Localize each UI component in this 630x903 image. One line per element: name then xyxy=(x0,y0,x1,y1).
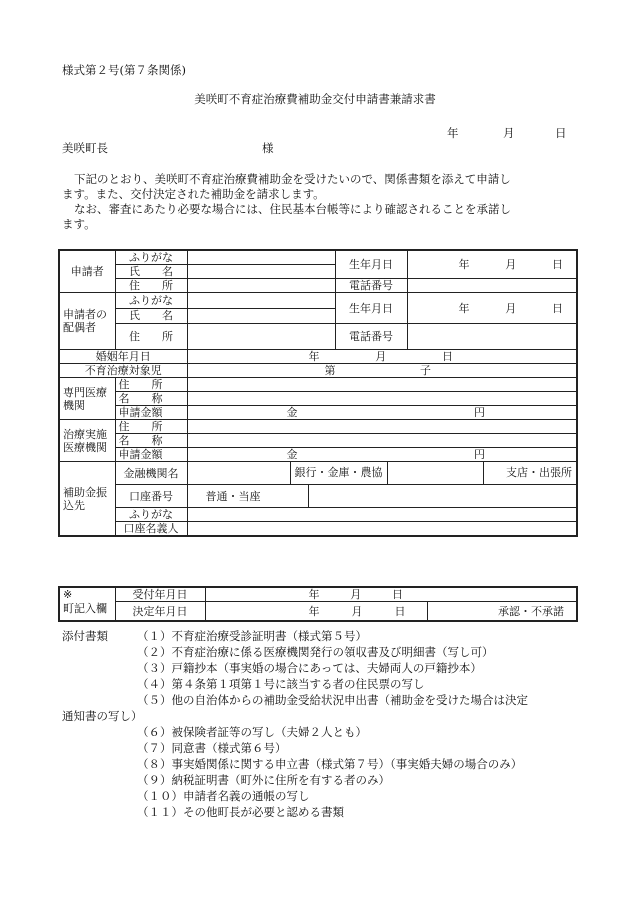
intro-paragraph xyxy=(62,172,582,232)
bank-types[interactable]: 銀行・金庫・農協 xyxy=(290,462,387,484)
approval-field: 承認・不承諾 xyxy=(427,602,577,622)
transfer-label: 補助金振込先 xyxy=(59,462,115,537)
holder-furigana-field[interactable] xyxy=(187,508,577,522)
attachment-item: （８）事実婚関係に関する申立書（様式第７号）（事実婚夫婦の場合のみ） xyxy=(137,757,523,771)
spouse-name-label: 氏 名 xyxy=(115,308,187,324)
m: 月 xyxy=(351,604,363,618)
applicant-name-label: 氏 名 xyxy=(115,265,187,279)
holder-name-field[interactable] xyxy=(187,522,577,537)
y: 年 xyxy=(308,588,320,601)
spouse-furigana-field[interactable] xyxy=(187,293,335,309)
decided-field xyxy=(205,602,427,622)
yen: 円 xyxy=(474,448,485,461)
specialist-address-field[interactable] xyxy=(187,378,577,392)
account-no-field[interactable] xyxy=(187,485,577,508)
holder-furigana-label: ふりがな xyxy=(115,508,187,522)
branch-types[interactable]: 支店・出張所 xyxy=(483,462,577,484)
applicant-furigana-field[interactable] xyxy=(187,250,335,265)
date-day: 日 xyxy=(555,126,567,140)
specialist-label: 専門医療機関 xyxy=(59,378,115,420)
d: 日 xyxy=(392,588,403,601)
attachment-item: （７）同意書（様式第６号） xyxy=(137,741,287,755)
attachment-item: （９）納税証明書（町外に住所を有する者のみ） xyxy=(137,773,390,787)
received-field xyxy=(205,587,577,602)
office-label: 町記入欄 xyxy=(63,602,107,615)
attachment-item: （１０）申請者名義の通帳の写し xyxy=(137,789,310,803)
specialist-address-label: 住 所 xyxy=(115,378,187,392)
marriage-label: 婚姻年月日 xyxy=(59,350,187,364)
y: 年 xyxy=(308,350,320,363)
spouse-birth-field[interactable] xyxy=(407,293,577,324)
spouse-name-field[interactable] xyxy=(187,308,335,324)
treatment-label: 治療実施医療機関 xyxy=(59,420,115,462)
m: 月 xyxy=(350,588,362,601)
attachment-item: （５）他の自治体からの補助金受給状況申出書（補助金を受けた場合は決定 xyxy=(137,693,528,707)
attachment-item: （１１）その他町長が必要と認める書類 xyxy=(137,805,344,819)
form-title: 美咲町不育症治療費補助金交付申請書兼請求書 xyxy=(194,92,436,106)
spouse-furigana-label: ふりがな xyxy=(115,293,187,309)
holder-name-label: 口座名義人 xyxy=(115,522,187,537)
attachments-heading: 添付書類 xyxy=(62,629,108,643)
applicant-address-field[interactable] xyxy=(187,279,335,293)
d: 日 xyxy=(552,258,563,271)
attachment-item: （２）不育症治療に係る医療機関発行の領収書及び明細書（写し可） xyxy=(137,645,494,659)
treatment-name-label: 名 称 xyxy=(115,434,187,448)
attachment-item: （６）被保険者証等の写し（夫婦２人とも） xyxy=(137,725,367,739)
child-field[interactable] xyxy=(187,364,577,378)
date-month: 月 xyxy=(503,126,515,140)
treatment-claim-label: 申請金額 xyxy=(115,448,187,462)
specialist-claim-field[interactable] xyxy=(187,406,577,420)
marriage-field[interactable] xyxy=(187,350,577,364)
form-number: 様式第２号(第７条関係) xyxy=(62,63,186,77)
intro-line-4: ます。 xyxy=(62,217,96,231)
bank-name-label: 金融機関名 xyxy=(115,462,187,485)
specialist-name-label: 名 称 xyxy=(115,392,187,406)
intro-line-1: 下記のとおり、美咲町不育症治療費補助金を受けたいので、関係書類を添えて申請し xyxy=(74,172,511,186)
specialist-claim-label: 申請金額 xyxy=(115,406,187,420)
applicant-birth-label: 生年月日 xyxy=(335,250,407,279)
kin: 金 xyxy=(286,448,298,461)
addressee-sama: 様 xyxy=(262,141,274,155)
treatment-name-field[interactable] xyxy=(187,434,577,448)
application-table xyxy=(58,249,578,537)
spouse-birth-label: 生年月日 xyxy=(335,293,407,324)
y: 年 xyxy=(458,301,470,315)
office-label-cell xyxy=(59,587,115,621)
d: 日 xyxy=(442,350,453,363)
applicant-phone-label: 電話番号 xyxy=(335,279,407,293)
date-year: 年 xyxy=(447,126,459,140)
decided-label: 決定年月日 xyxy=(115,602,205,622)
applicant-name-field[interactable] xyxy=(187,265,335,279)
m: 月 xyxy=(505,258,517,271)
m: 月 xyxy=(375,350,387,363)
applicant-phone-field[interactable] xyxy=(407,279,577,293)
received-label: 受付年月日 xyxy=(115,587,205,602)
spouse-label: 申請者の配偶者 xyxy=(59,293,115,350)
account-type[interactable]: 普通・当座 xyxy=(205,489,261,503)
treatment-claim-field[interactable] xyxy=(187,448,577,462)
office-mark: ※ xyxy=(63,588,73,601)
attachment-item: （３）戸籍抄本（事実婚の場合にあっては、夫婦両人の戸籍抄本） xyxy=(137,661,482,675)
child-dai: 第 xyxy=(324,364,336,377)
applicant-birth-field[interactable] xyxy=(407,250,577,279)
applicant-furigana-label: ふりがな xyxy=(115,250,187,265)
applicant-label: 申請者 xyxy=(59,250,115,293)
addressee-name: 美咲町長 xyxy=(62,141,108,155)
yen: 円 xyxy=(474,406,485,419)
spouse-address-field[interactable] xyxy=(187,324,335,350)
intro-line-3: なお、審査にあたり必要な場合には、住民基本台帳等により確認されることを承諾し xyxy=(74,202,511,216)
applicant-address-label: 住 所 xyxy=(115,279,187,293)
treatment-address-field[interactable] xyxy=(187,420,577,434)
account-no-label: 口座番号 xyxy=(115,485,187,508)
spouse-phone-field[interactable] xyxy=(407,324,577,350)
spouse-address-label: 住 所 xyxy=(115,324,187,350)
d: 日 xyxy=(552,301,563,315)
attachment-item-continued: 通知書の写し） xyxy=(62,709,143,723)
child-ko: 子 xyxy=(420,364,431,377)
intro-line-2: ます。また、交付決定された補助金を請求します。 xyxy=(62,187,325,201)
child-label: 不育治療対象児 xyxy=(59,364,187,378)
d: 日 xyxy=(394,604,406,618)
office-use-table xyxy=(58,586,578,622)
attachment-item: （４）第４条第１項第１号に該当する者の住民票の写し xyxy=(137,677,425,691)
bank-name-field[interactable] xyxy=(187,462,577,485)
y: 年 xyxy=(458,258,470,271)
treatment-address-label: 住 所 xyxy=(115,420,187,434)
spouse-phone-label: 電話番号 xyxy=(335,324,407,350)
m: 月 xyxy=(505,301,517,315)
specialist-name-field[interactable] xyxy=(187,392,577,406)
kin: 金 xyxy=(286,406,298,419)
y: 年 xyxy=(308,604,320,618)
attachment-item: （１）不育症治療受診証明書（様式第５号） xyxy=(137,629,367,643)
